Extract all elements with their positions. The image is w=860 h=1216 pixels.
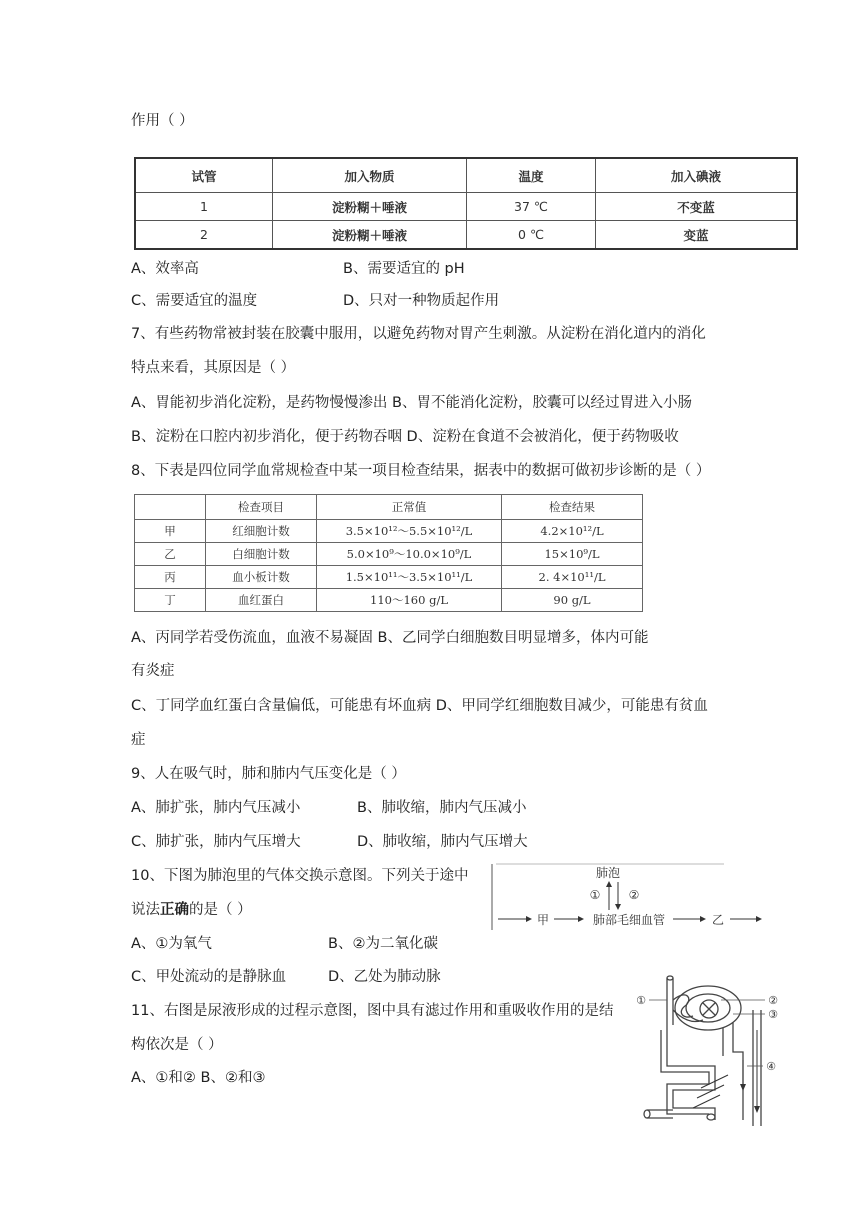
option-d: D、肺收缩，肺内气压增大: [357, 834, 528, 850]
table-cell: 淀粉糊＋唾液: [273, 221, 467, 250]
option-a: A、肺扩张，肺内气压减小: [131, 800, 301, 816]
option-c: C、甲处流动的是静脉血: [131, 969, 287, 985]
question-10-stem-cont: [131, 900, 252, 920]
label-3: ③: [768, 1008, 778, 1021]
table-row: [135, 543, 643, 566]
table-row: [135, 520, 643, 543]
question-8-stem: 8、下表是四位同学血常规检查中某一项目检查结果，据表中的数据可做初步诊断的是（ ）: [131, 463, 711, 479]
label-jia: 甲: [536, 913, 550, 927]
table-header-cell: 加入物质: [273, 158, 467, 193]
table-cell: 90 g/L: [502, 589, 643, 612]
table-cell: 37 ℃: [467, 193, 596, 221]
table-cell: 淀粉糊＋唾液: [273, 193, 467, 221]
question-11-stem: 11、右图是尿液形成的过程示意图，图中具有滤过作用和重吸收作用的是结: [131, 1003, 614, 1019]
table-row: [135, 566, 643, 589]
table-header-cell: 试管: [135, 158, 273, 193]
capillary-label: 肺部毛细血管: [592, 913, 666, 927]
label-4: ④: [766, 1060, 776, 1073]
nephron-diagram: [633, 970, 783, 1128]
table-row: [135, 193, 797, 221]
question-8-options-cd: C、丁同学血红蛋白含量偏低，可能患有坏血病 D、甲同学红细胞数目减少，可能患有贫血: [131, 698, 708, 714]
table-cell: 白细胞计数: [206, 543, 317, 566]
label-yi: 乙: [711, 913, 725, 927]
table-cell: 3.5×10¹²～5.5×10¹²/L: [317, 520, 502, 543]
table-header-cell: 检查项目: [206, 495, 317, 520]
alveolus-label: 肺泡: [595, 866, 621, 880]
experiment-table: [134, 157, 798, 250]
option-b: B、②为二氧化碳: [328, 936, 438, 952]
label-2: ②: [768, 994, 778, 1007]
label-1: ①: [636, 994, 646, 1007]
table-cell: 15×10⁹/L: [502, 543, 643, 566]
table-header-cell: 加入碘液: [596, 158, 798, 193]
table-cell: 丙: [135, 566, 206, 589]
table-cell: 血小板计数: [206, 566, 317, 589]
table-row: [135, 221, 797, 250]
table-cell: 1.5×10¹¹～3.5×10¹¹/L: [317, 566, 502, 589]
table-cell: 红细胞计数: [206, 520, 317, 543]
table-cell: 1: [135, 193, 273, 221]
table-cell: 2. 4×10¹¹/L: [502, 566, 643, 589]
text-segment: 的是（ ）: [189, 902, 252, 918]
option-d: D、乙处为肺动脉: [328, 969, 441, 985]
table-cell: 甲: [135, 520, 206, 543]
option-c: C、肺扩张，肺内气压增大: [131, 834, 301, 850]
table-header-cell: 温度: [467, 158, 596, 193]
question-11-stem-cont: 构依次是（ ）: [131, 1037, 223, 1053]
text-segment: 说法: [131, 902, 160, 918]
table-cell: 5.0×10⁹～10.0×10⁹/L: [317, 543, 502, 566]
option-b: B、需要适宜的 pH: [343, 261, 465, 277]
option-c: C、需要适宜的温度: [131, 293, 258, 309]
table-cell: 丁: [135, 589, 206, 612]
question-7-options-ab: A、胃能初步消化淀粉，是药物慢慢渗出 B、胃不能消化淀粉，胶囊可以经过胃进入小肠: [131, 395, 692, 411]
table-header-row: [135, 495, 643, 520]
table-cell: 不变蓝: [596, 193, 798, 221]
table-cell: 变蓝: [596, 221, 798, 250]
table-cell: 2: [135, 221, 273, 250]
option-a: A、①为氧气: [131, 936, 212, 952]
table-cell: 110～160 g/L: [317, 589, 502, 612]
table-header-cell: 检查结果: [502, 495, 643, 520]
option-a: A、效率高: [131, 261, 199, 277]
question-10-stem: 10、下图为肺泡里的气体交换示意图。下列关于途中: [131, 868, 469, 884]
table-header-cell: [135, 495, 206, 520]
emphasis-text: 正确: [160, 902, 189, 918]
question-9-stem: 9、人在吸气时，肺和肺内气压变化是（ ）: [131, 766, 406, 782]
table-header-cell: 正常值: [317, 495, 502, 520]
question-7-stem-cont: 特点来看，其原因是（ ）: [131, 360, 296, 376]
table-header-row: [135, 158, 797, 193]
question-8-options-cd-cont: 症: [131, 732, 146, 748]
blood-test-table: [134, 494, 643, 612]
table-cell: 乙: [135, 543, 206, 566]
table-cell: 4.2×10¹²/L: [502, 520, 643, 543]
table-cell: 血红蛋白: [206, 589, 317, 612]
option-b: B、肺收缩，肺内气压减小: [357, 800, 527, 816]
question-7-options-cd: B、淀粉在口腔内初步消化，便于药物吞咽 D、淀粉在食道不会被消化，便于药物吸收: [131, 429, 679, 445]
option-d: D、只对一种物质起作用: [343, 293, 500, 309]
table-row: [135, 589, 643, 612]
label-circle-1: ①: [589, 888, 601, 902]
question-6-stem-end: 作用（ ）: [131, 113, 194, 129]
table-cell: 0 ℃: [467, 221, 596, 250]
question-8-options-ab: A、丙同学若受伤流血，血液不易凝固 B、乙同学白细胞数目明显增多，体内可能: [131, 630, 649, 646]
question-7-stem: 7、有些药物常被封装在胶囊中服用，以避免药物对胃产生刺激。从淀粉在消化道内的消化: [131, 326, 706, 342]
label-circle-2: ②: [628, 888, 640, 902]
question-11-options: A、①和② B、②和③: [131, 1070, 266, 1086]
alveoli-gas-exchange-diagram: [488, 860, 778, 935]
question-8-options-ab-cont: 有炎症: [131, 663, 175, 679]
